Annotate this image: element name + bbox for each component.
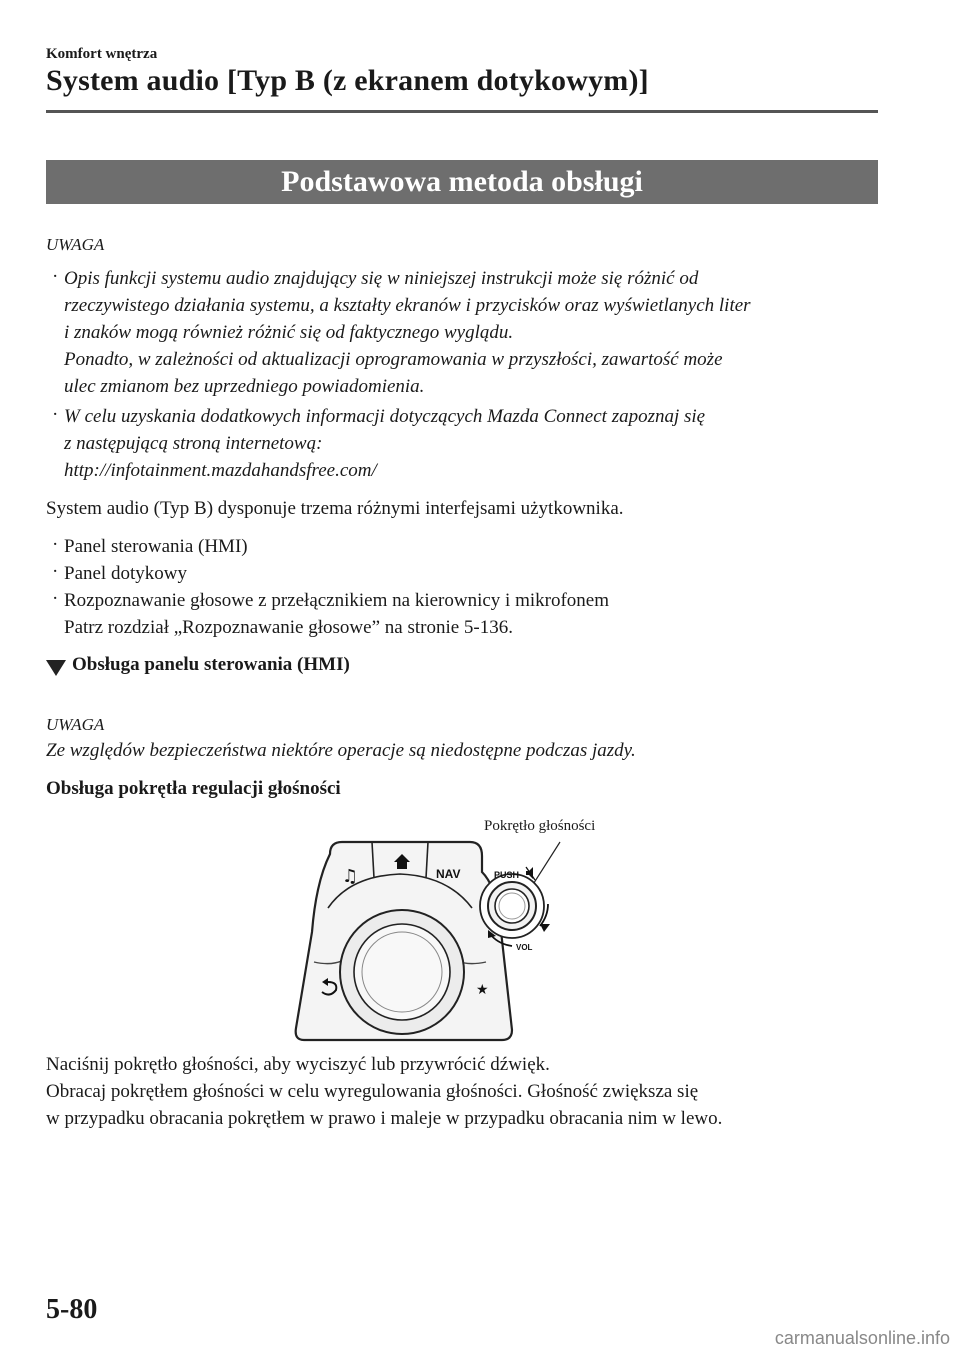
note-line: ulec zmianom bez uprzedniego powiadomienia. [64,376,425,397]
list-item: Panel sterowania (HMI) [64,536,248,557]
intro-text: System audio (Typ B) dysponuje trzema różnymi interfejsami użytkownika. [46,498,624,519]
bullet-icon: · [52,266,59,287]
note-label: UWAGA [46,235,105,254]
bullet-icon: · [52,534,59,555]
control-panel-figure [290,812,650,1044]
svg-text:★: ★ [476,982,489,998]
nav-label: NAV [436,867,461,881]
svg-text:♫: ♫ [342,866,359,887]
note-line: W celu uzyskania dodatkowych informacji dotyczących Mazda Connect zapoznaj się [64,406,706,427]
note-line: rzeczywistego działania systemu, a kształty ekranów i przycisków oraz wyświetlanych liter [64,295,751,316]
note-line: Opis funkcji systemu audio znajdujący się w niniejszej instrukcji może się różnić od [64,268,699,289]
volume-heading: Obsługa pokrętła regulacji głośności [46,778,341,799]
control-panel-illustration [290,812,650,1044]
figure-callout: Pokrętło głośności [484,818,596,834]
volume-desc-line: Obracaj pokrętłem głośności w celu wyregulowania głośności. Głośność zwiększa się [46,1081,699,1102]
note-line: z następującą stroną internetową: [64,433,323,454]
volume-desc-line: w przypadku obracania pokrętłem w prawo i maleje w przypadku obracania nim w lewo. [46,1108,723,1129]
music-icon [342,866,358,887]
page-number: 5-80 [46,1294,98,1325]
page-title: System audio [Typ B (z ekranem dotykowym)] [46,64,649,97]
note-text: Ze względów bezpieczeństwa niektóre operacje są niedostępne podczas jazdy. [46,740,636,761]
bullet-icon: · [52,404,59,425]
watermark[interactable]: carmanualsonline.info [774,1328,950,1348]
subsection-title: Obsługa panelu sterowania (HMI) [72,654,350,675]
note-label: UWAGA [46,715,105,734]
bullet-icon: · [52,561,59,582]
favorite-star-icon [476,982,489,998]
commander-knob [340,910,464,1034]
note-line: Ponadto, w zależności od aktualizacji oprogramowania w przyszłości, zawartość może [64,349,723,370]
list-item: Panel dotykowy [64,563,187,584]
section-banner: Podstawowa metoda obsługi [46,160,878,204]
section-label: Komfort wnętrza [46,46,158,62]
note-line: i znaków mogą również różnić się od faktycznego wyglądu. [64,322,514,343]
title-divider [46,110,878,113]
triangle-marker-icon [46,660,66,676]
cross-reference: Patrz rozdział „Rozpoznawanie głosowe” na stronie 5-136. [64,617,513,638]
volume-knob [480,874,544,938]
vol-label: VOL [516,943,533,952]
bullet-icon: · [52,588,59,609]
url-link[interactable]: http://infotainment.mazdahandsfree.com/ [64,460,377,481]
volume-desc-line: Naciśnij pokrętło głośności, aby wyciszyć lub przywrócić dźwięk. [46,1054,550,1075]
push-label: PUSH [494,870,520,880]
list-item: Rozpoznawanie głosowe z przełącznikiem na kierownicy i mikrofonem [64,590,609,611]
